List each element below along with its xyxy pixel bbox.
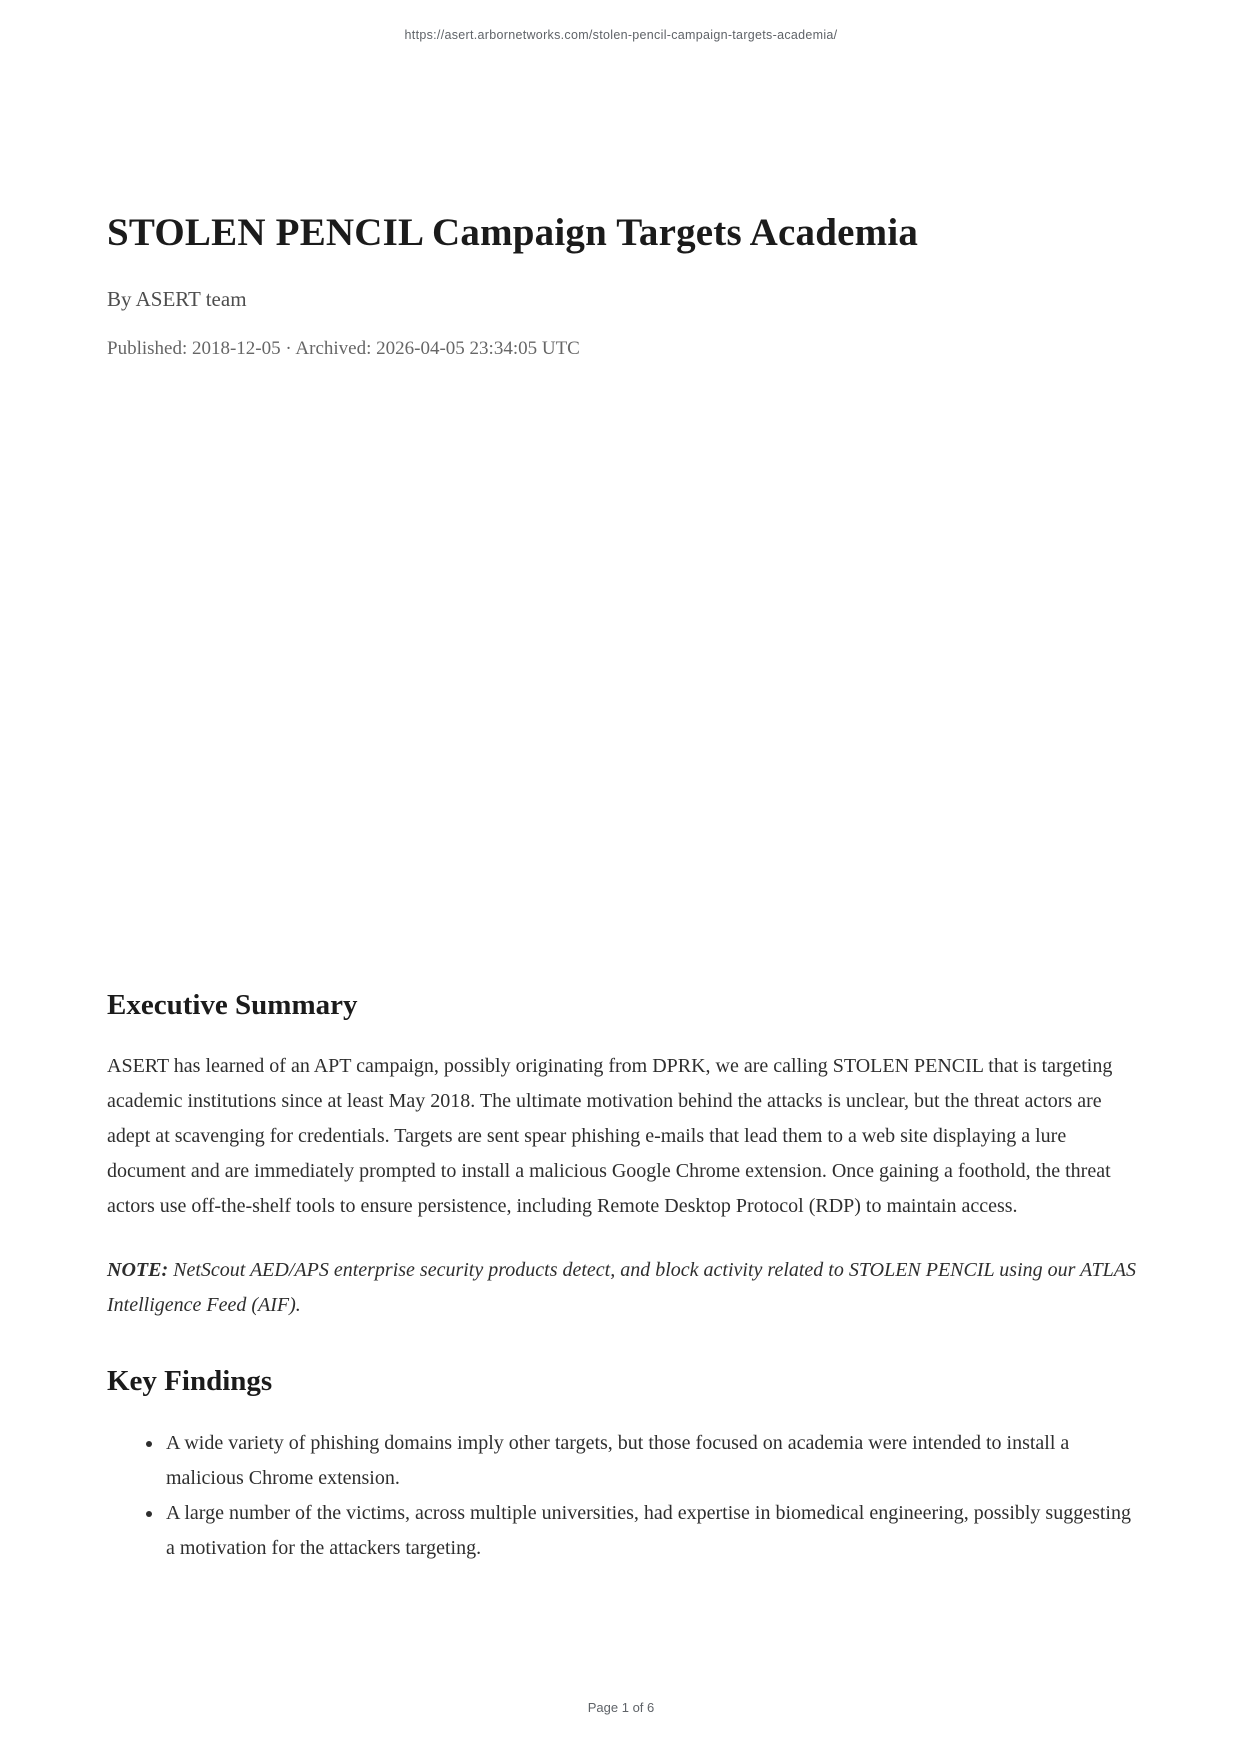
print-footer-page-number: Page 1 of 6 bbox=[587, 1700, 655, 1715]
note-text: NetScout AED/APS enterprise security products detect, and block activity related to STOLEN PENCIL using our ATLAS Intelligence Feed (AIF). bbox=[107, 1259, 1136, 1316]
executive-summary-heading: Executive Summary bbox=[107, 989, 358, 1021]
article-published-archived-meta: Published: 2018-12-05 · Archived: 2026-04-05 23:34:05 UTC bbox=[107, 338, 580, 359]
article-title: STOLEN PENCIL Campaign Targets Academia bbox=[107, 211, 919, 254]
hero-image-placeholder bbox=[107, 390, 1137, 970]
key-findings-list bbox=[107, 1426, 1138, 1566]
note-paragraph bbox=[107, 1253, 1138, 1323]
note-label: NOTE: bbox=[107, 1259, 169, 1281]
print-header-url: https://asert.arbornetworks.com/stolen-pencil-campaign-targets-academia/ bbox=[404, 28, 838, 42]
key-finding-item: • A wide variety of phishing domains imply other targets, but those focused on academia were intended to install a malicious Chrome extension. bbox=[164, 1426, 1138, 1496]
executive-summary-paragraph: ASERT has learned of an APT campaign, possibly originating from DPRK, we are calling STOLEN PENCIL that is targeting academic institutions since at least May 2018. The ultimate motivation behind the attacks is unclear, but the threat actors are adept at scavenging for credentials. Targets are sent spear phishing e-mails that lead them to a web site displaying a lure document and are immediately prompted to install a malicious Google Chrome extension. Once gaining a foothold, the threat actors use off-the-shelf tools to ensure persistence, including Remote Desktop Protocol (RDP) to maintain access. bbox=[107, 1055, 1113, 1217]
key-finding-item: • A large number of the victims, across multiple universities, had expertise in biomedical engineering, possibly suggesting a motivation for the attackers targeting. bbox=[164, 1496, 1138, 1566]
key-findings-heading: Key Findings bbox=[107, 1365, 273, 1397]
article-byline: By ASERT team bbox=[107, 287, 247, 311]
article-body bbox=[107, 988, 1138, 1566]
